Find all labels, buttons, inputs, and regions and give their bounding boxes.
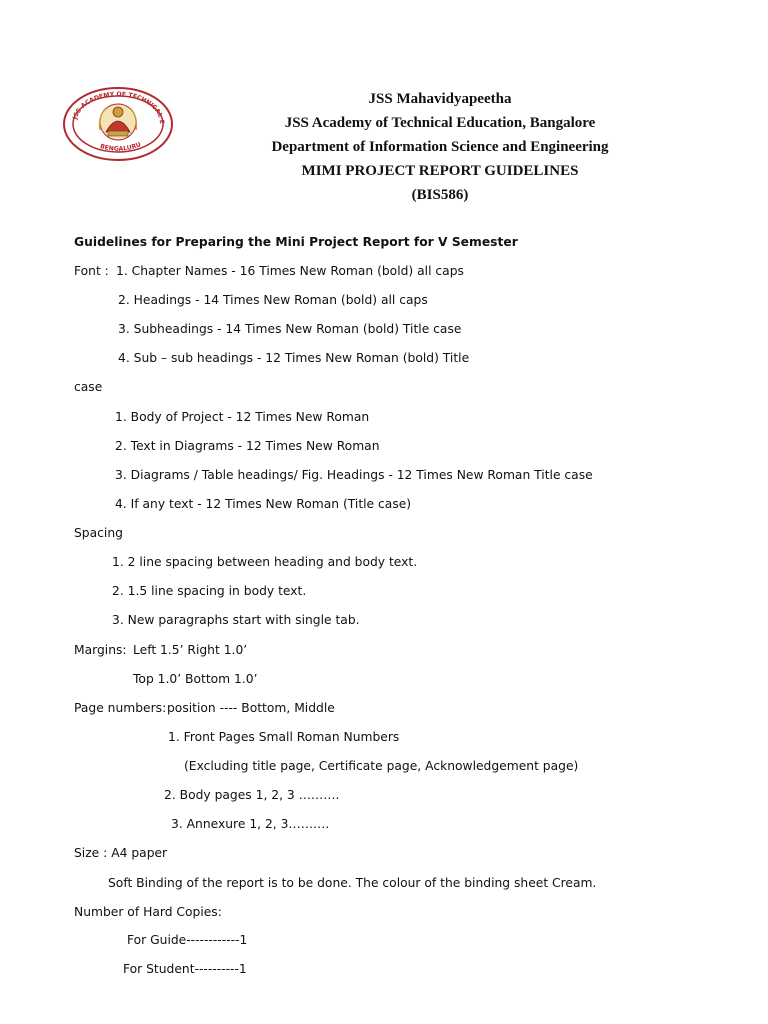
font-item-2: 2. Headings - 14 Times New Roman (bold) all caps — [118, 293, 428, 307]
pagenum-item-2: 2. Body pages 1, 2, 3 ………. — [164, 788, 340, 802]
svg-text:BENGALURU: BENGALURU — [99, 141, 143, 153]
font-item-4-cont: case — [74, 380, 103, 394]
document-header — [240, 87, 640, 207]
pagenum-item-1: 1. Front Pages Small Roman Numbers — [168, 730, 400, 744]
margins-label: Margins: — [74, 643, 127, 657]
spacing-item-1: 1. 2 line spacing between heading and body text. — [112, 555, 418, 569]
header-title: MIMI PROJECT REPORT GUIDELINES — [301, 163, 579, 179]
spacing-item-2: 2. 1.5 line spacing in body text. — [112, 584, 307, 598]
doc-heading: Guidelines for Preparing the Mini Project Report for V Semester — [74, 235, 518, 249]
copies-student: For Student----------1 — [123, 962, 247, 976]
institution-logo — [62, 86, 174, 162]
pagenum-position: position ---- Bottom, Middle — [167, 701, 335, 715]
font-item-4: 4. Sub – sub headings - 12 Times New Roman (bold) Title — [118, 351, 470, 365]
body-item-3: 3. Diagrams / Table headings/ Fig. Headings - 12 Times New Roman Title case — [115, 468, 593, 482]
header-org: JSS Mahavidyapeetha — [368, 91, 512, 107]
pagenum-label: Page numbers: — [74, 701, 167, 715]
margins-item-1: Left 1.5’ Right 1.0’ — [133, 643, 248, 657]
body-item-2: 2. Text in Diagrams - 12 Times New Roman — [115, 439, 380, 453]
font-item-3: 3. Subheadings - 14 Times New Roman (bold) Title case — [118, 322, 462, 336]
pagenum-item-3: 3. Annexure 1, 2, 3………. — [171, 817, 330, 831]
spacing-label: Spacing — [74, 526, 123, 540]
copies-label: Number of Hard Copies: — [74, 905, 222, 919]
header-institute: JSS Academy of Technical Education, Bangalore — [284, 115, 596, 131]
svg-text:JSS ACADEMY OF TECHNICAL EDUCA: JSS ACADEMY OF TECHNICAL E — [71, 90, 166, 125]
body-item-4: 4. If any text - 12 Times New Roman (Title case) — [115, 497, 412, 511]
spacing-item-3: 3. New paragraphs start with single tab. — [112, 613, 360, 627]
body-item-1: 1. Body of Project - 12 Times New Roman — [115, 410, 370, 424]
size-line: Size : A4 paper — [74, 846, 168, 860]
header-course-code: (BIS586) — [411, 187, 469, 203]
header-department: Department of Information Science and Engineering — [271, 139, 609, 155]
copies-guide: For Guide------------1 — [127, 933, 248, 947]
seal-icon — [62, 86, 174, 162]
margins-item-2: Top 1.0’ Bottom 1.0’ — [133, 672, 258, 686]
font-label: Font : — [74, 264, 109, 278]
binding-line: Soft Binding of the report is to be done. The colour of the binding sheet Cream. — [108, 876, 597, 890]
font-item-1: 1. Chapter Names - 16 Times New Roman (bold) all caps — [116, 264, 464, 278]
pagenum-item-1-note: (Excluding title page, Certificate page, Acknowledgement page) — [184, 759, 579, 773]
